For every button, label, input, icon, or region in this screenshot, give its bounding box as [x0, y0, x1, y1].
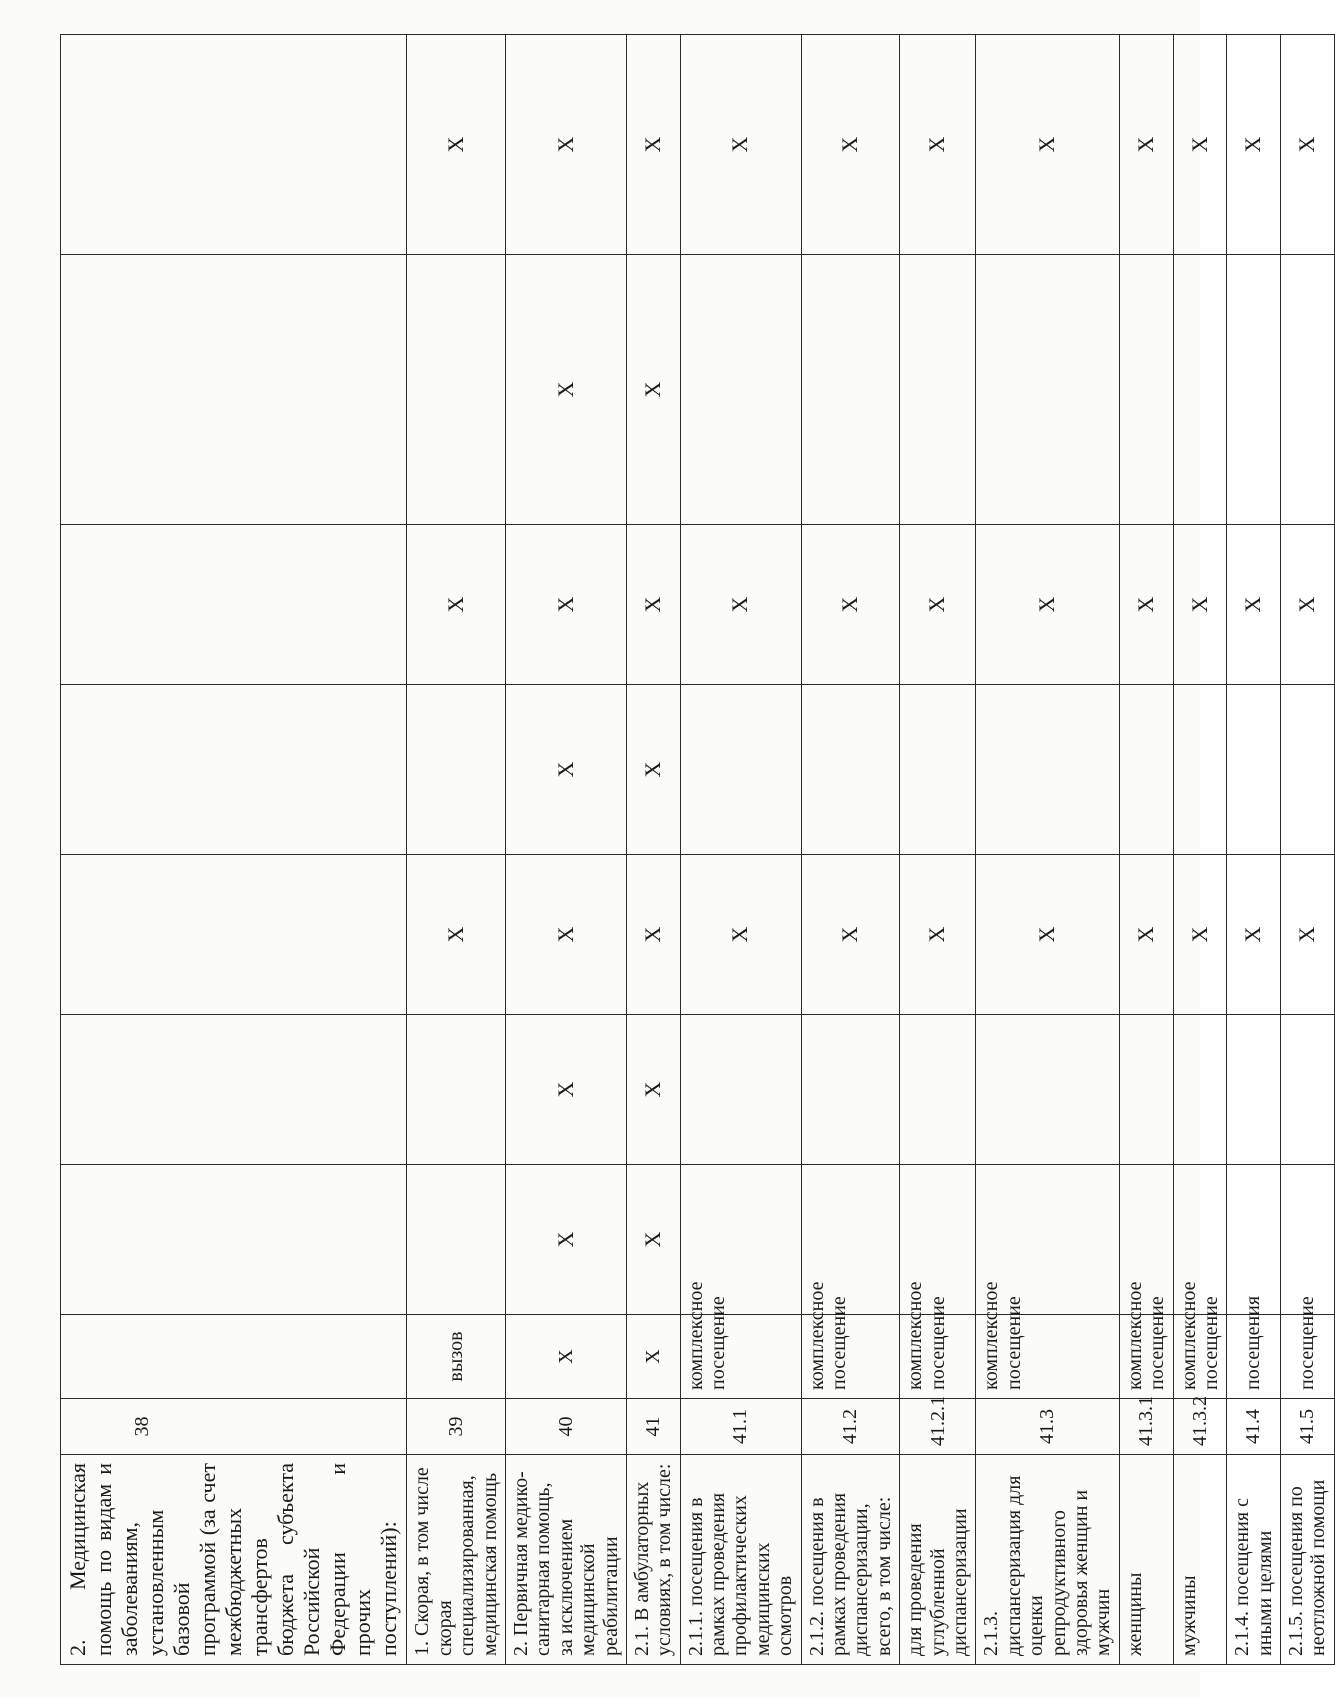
mark-cell: [1227, 855, 1281, 1015]
unit-cell: комплексное посещение: [1173, 1315, 1227, 1399]
x-mark: X: [552, 926, 578, 943]
mark-cell: [505, 255, 626, 525]
table-row: [900, 35, 976, 1665]
x-mark: X: [639, 596, 665, 613]
x-mark: X: [727, 926, 753, 943]
mark-cell: [1119, 685, 1173, 855]
x-mark: X: [1240, 136, 1266, 153]
mark-cell: [407, 35, 506, 255]
x-mark: X: [837, 596, 863, 613]
mark-cell: [1281, 1165, 1335, 1315]
mark-cell: [801, 35, 900, 255]
table-row: [680, 35, 801, 1665]
row-name-cell: 2.1.1. посещения в рамках проведения профилактических медицинских осмотров: [680, 1455, 801, 1665]
mark-cell: [1227, 1165, 1281, 1315]
mark-cell: [976, 35, 1119, 255]
row-number-cell: 41.5: [1281, 1399, 1335, 1455]
mark-cell: [680, 35, 801, 255]
row-name-cell: для проведения углубленной диспансеризации: [900, 1455, 976, 1665]
row-number-cell: 41.1: [680, 1399, 801, 1455]
x-mark: X: [727, 596, 753, 613]
unit-cell: посещения: [1227, 1315, 1281, 1399]
mark-cell: [976, 855, 1119, 1015]
x-mark: X: [552, 596, 578, 613]
mark-cell: [505, 1015, 626, 1165]
table-row: [1173, 35, 1227, 1665]
x-mark: X: [552, 1081, 578, 1098]
row-number-cell: 39: [407, 1399, 506, 1455]
x-mark: X: [1186, 136, 1212, 153]
x-mark: X: [924, 926, 950, 943]
mark-cell: [407, 525, 506, 685]
unit-cell: комплексное посещение: [801, 1315, 900, 1399]
x-mark: X: [1132, 926, 1158, 943]
row-name-cell: 2.1.3. диспансеризация для оценки репродуктивного здоровья женщин и мужчин: [976, 1455, 1119, 1665]
mark-cell: [976, 1015, 1119, 1165]
x-mark: X: [639, 136, 665, 153]
x-mark: X: [552, 381, 578, 398]
x-mark: X: [924, 596, 950, 613]
mark-cell: [505, 1165, 626, 1315]
row-name-cell: 2.1. В амбулаторных условиях, в том числе:: [626, 1455, 680, 1665]
x-mark: X: [552, 1231, 578, 1248]
mark-cell: [1227, 255, 1281, 525]
x-mark: X: [552, 761, 578, 778]
mark-cell: [900, 255, 976, 525]
x-mark: X: [639, 381, 665, 398]
table-row: [976, 35, 1119, 1665]
x-mark: X: [442, 926, 468, 943]
mark-cell: [1227, 685, 1281, 855]
x-mark: X: [1186, 926, 1212, 943]
row-number-cell: 41.2: [801, 1399, 900, 1455]
mark-cell: [407, 255, 506, 525]
mark-cell: [801, 525, 900, 685]
unit-cell: комплексное посещение: [976, 1315, 1119, 1399]
x-mark: X: [1132, 596, 1158, 613]
mark-cell: [407, 1165, 506, 1315]
x-mark: X: [1186, 596, 1212, 613]
x-mark: X: [1240, 596, 1266, 613]
mark-cell: [900, 855, 976, 1015]
row-number-cell: 41.3.2: [1173, 1399, 1227, 1455]
mark-cell: [61, 1015, 407, 1165]
mark-cell: [1281, 855, 1335, 1015]
mark-cell: [626, 1165, 680, 1315]
mark-cell: [976, 685, 1119, 855]
x-mark: X: [639, 761, 665, 778]
table-row: [1119, 35, 1173, 1665]
rotated-table-wrapper: [60, 35, 1330, 1665]
unit-cell: X: [505, 1315, 626, 1399]
x-mark: X: [442, 136, 468, 153]
x-mark: X: [1034, 596, 1060, 613]
mark-cell: [801, 855, 900, 1015]
mark-cell: [407, 685, 506, 855]
mark-cell: [1281, 255, 1335, 525]
x-mark: X: [639, 1231, 665, 1248]
mark-cell: [407, 855, 506, 1015]
unit-cell: вызов: [407, 1315, 506, 1399]
mark-cell: [505, 525, 626, 685]
x-mark: X: [442, 596, 468, 613]
row-name-cell: женщины: [1119, 1455, 1173, 1665]
mark-cell: [1281, 685, 1335, 855]
mark-cell: [505, 35, 626, 255]
row-name-cell: 2.1.4. посещения с иными целями: [1227, 1455, 1281, 1665]
table-row: [61, 35, 407, 1665]
x-mark: X: [552, 136, 578, 153]
row-number-cell: 40: [505, 1399, 626, 1455]
row-name-cell: мужчины: [1173, 1455, 1227, 1665]
mark-cell: [1173, 685, 1227, 855]
mark-cell: [1119, 35, 1173, 255]
x-mark: X: [1132, 136, 1158, 153]
mark-cell: [1173, 255, 1227, 525]
mark-cell: [626, 525, 680, 685]
mark-cell: [900, 35, 976, 255]
row-name-cell: 2.1.2. посещения в рамках проведения диспансеризации, всего, в том числе:: [801, 1455, 900, 1665]
x-mark: X: [837, 926, 863, 943]
mark-cell: [1173, 35, 1227, 255]
x-mark: X: [639, 926, 665, 943]
x-mark: X: [1034, 136, 1060, 153]
table-row: [407, 35, 506, 1665]
unit-cell: комплексное посещение: [680, 1315, 801, 1399]
mark-cell: [900, 1015, 976, 1165]
mark-cell: [1119, 255, 1173, 525]
table-row: [626, 35, 680, 1665]
mark-cell: [61, 855, 407, 1015]
row-number-cell: 41.4: [1227, 1399, 1281, 1455]
table-row: [801, 35, 900, 1665]
row-name-cell: 1. Скорая, в том числе скорая специализированная, медицинская помощь: [407, 1455, 506, 1665]
mark-cell: [1173, 525, 1227, 685]
x-mark: X: [1294, 136, 1320, 153]
mark-cell: [626, 685, 680, 855]
mark-cell: [626, 35, 680, 255]
unit-cell: X: [626, 1315, 680, 1399]
mark-cell: [680, 1015, 801, 1165]
row-name-cell: 2.1.5. посещения по неотложной помощи: [1281, 1455, 1335, 1665]
mark-cell: [680, 255, 801, 525]
mark-cell: [61, 685, 407, 855]
x-mark: X: [1294, 926, 1320, 943]
mark-cell: [1227, 525, 1281, 685]
mark-cell: [61, 255, 407, 525]
row-number-cell: 41: [626, 1399, 680, 1455]
medical-care-table: [60, 34, 1335, 1665]
x-mark: X: [727, 136, 753, 153]
table-row: [505, 35, 626, 1665]
mark-cell: [61, 35, 407, 255]
unit-cell: комплексное посещение: [900, 1315, 976, 1399]
mark-cell: [680, 685, 801, 855]
unit-cell: посещение: [1281, 1315, 1335, 1399]
mark-cell: [801, 255, 900, 525]
x-mark: X: [924, 136, 950, 153]
mark-cell: [61, 525, 407, 685]
mark-cell: [626, 1015, 680, 1165]
mark-cell: [61, 1165, 407, 1315]
mark-cell: [1281, 1015, 1335, 1165]
table-row: [1281, 35, 1335, 1665]
row-number-cell: 41.3.1: [1119, 1399, 1173, 1455]
row-name-cell: 2. Медицинская помощь по видам и заболеваниям, установленным базовой программой (за счет межбюджетных трансфертов бюджета субъекта Российской Федерации и прочих поступлений):: [61, 1455, 407, 1665]
row-number-cell: 41.2.1: [900, 1399, 976, 1455]
mark-cell: [801, 1015, 900, 1165]
mark-cell: [680, 525, 801, 685]
x-mark: X: [837, 136, 863, 153]
mark-cell: [1119, 525, 1173, 685]
mark-cell: [1281, 525, 1335, 685]
x-mark: X: [1034, 926, 1060, 943]
mark-cell: [801, 685, 900, 855]
row-number-cell: 38: [61, 1399, 407, 1455]
table-row: [1227, 35, 1281, 1665]
mark-cell: [680, 855, 801, 1015]
mark-cell: [1173, 855, 1227, 1015]
mark-cell: [1281, 35, 1335, 255]
x-mark: X: [639, 1081, 665, 1098]
mark-cell: [900, 685, 976, 855]
mark-cell: [505, 855, 626, 1015]
mark-cell: [1173, 1015, 1227, 1165]
x-mark: X: [1294, 596, 1320, 613]
row-number-cell: 41.3: [976, 1399, 1119, 1455]
mark-cell: [976, 255, 1119, 525]
mark-cell: [1227, 1015, 1281, 1165]
mark-cell: [626, 255, 680, 525]
mark-cell: [976, 525, 1119, 685]
mark-cell: [1227, 35, 1281, 255]
mark-cell: [407, 1015, 506, 1165]
unit-cell: [61, 1315, 407, 1399]
mark-cell: [505, 685, 626, 855]
mark-cell: [900, 525, 976, 685]
row-name-cell: 2. Первичная медико-санитарная помощь, за исключением медицинской реабилитации: [505, 1455, 626, 1665]
mark-cell: [1119, 855, 1173, 1015]
mark-cell: [1119, 1015, 1173, 1165]
mark-cell: [626, 855, 680, 1015]
x-mark: X: [1240, 926, 1266, 943]
unit-cell: комплексное посещение: [1119, 1315, 1173, 1399]
